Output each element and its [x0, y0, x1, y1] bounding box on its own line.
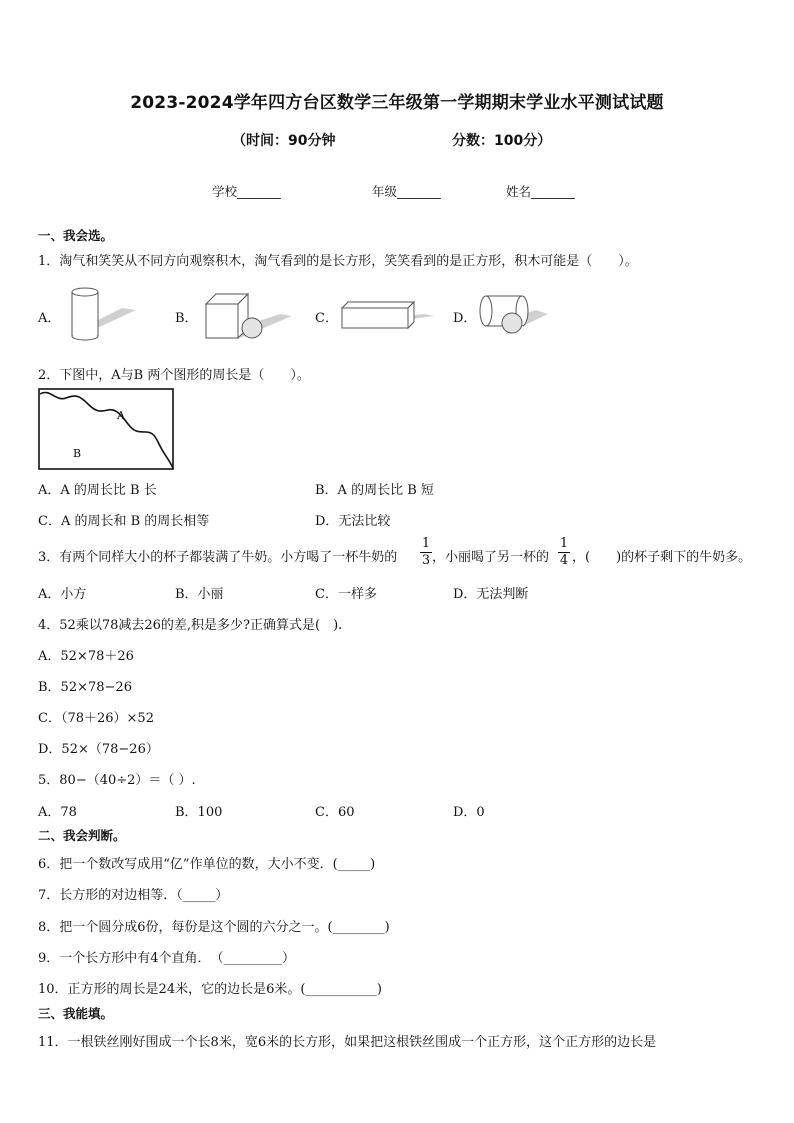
- question-7-text: 7．长方形的对边相等．（_____）: [38, 888, 229, 903]
- q5-option-d: D．0: [453, 805, 485, 820]
- question-3-text-part1: 3．有两个同样大小的杯子都装满了牛奶。小方喝了一杯牛奶的: [38, 550, 398, 565]
- question-10-text: 10．正方形的周长是24米，它的边长是6米。(___________): [38, 982, 382, 997]
- q4-option-c: C．（78＋26）×52: [38, 711, 154, 726]
- fraction-numerator: 1: [421, 536, 431, 551]
- question-3-text-part2: ，小丽喝了另一杯的: [432, 550, 550, 565]
- cylinder-icon: [66, 284, 141, 344]
- section-heading-fill: 三、我能填。: [38, 1006, 114, 1021]
- q3-option-c: C．一样多: [315, 587, 377, 602]
- question-5-text: 5．80−（40÷2）＝（ ）.: [38, 773, 196, 788]
- q4-option-b: B．52×78−26: [38, 680, 132, 695]
- q2-option-c: C．A 的周长和 B 的周长相等: [38, 514, 210, 529]
- q4-option-d: D．52×（78−26）: [38, 742, 159, 757]
- q1-option-c-label: C．: [315, 311, 338, 326]
- q5-option-c: C．60: [315, 805, 355, 820]
- question-11-text: 11．一根铁丝刚好围成一个长8米，宽6米的长方形，如果把这根铁丝围成一个正方形，这个正方形的边长是: [38, 1035, 657, 1050]
- q2-option-a: A．A 的周长比 B 长: [38, 483, 157, 498]
- q2-option-d: D．无法比较: [315, 514, 391, 529]
- cuboid-icon: [338, 298, 438, 334]
- q5-option-a: A．78: [38, 805, 77, 820]
- q4-option-a: A．52×78＋26: [38, 649, 134, 664]
- question-2-text: 2．下图中，A与B 两个图形的周长是（ ）。: [38, 368, 310, 383]
- fraction-denominator: 4: [559, 553, 569, 568]
- fraction-denominator: 3: [421, 553, 431, 568]
- page-title: 2023-2024学年四方台区数学三年级第一学期期末学业水平测试试题: [130, 93, 664, 113]
- school-field: 学校_______: [212, 184, 281, 199]
- q3-option-a: A．小方: [38, 587, 87, 602]
- question-3-text-part3: ，( )的杯子剩下的牛奶多。: [572, 550, 752, 565]
- q1-option-b-label: B．: [175, 311, 198, 326]
- section-heading-judge: 二、我会判断。: [38, 828, 126, 843]
- question-4-text: 4．52乘以78减去26的差,积是多少?正确算式是( ).: [38, 618, 343, 633]
- q1-option-a-label: A．: [38, 311, 61, 326]
- q2-option-b: B．A 的周长比 B 短: [315, 483, 434, 498]
- fraction-numerator: 1: [559, 536, 569, 551]
- section-heading-choice: 一、我会选。: [38, 228, 114, 243]
- question-8-text: 8．把一个圆分成6份，每份是这个圆的六分之一。(________): [38, 920, 390, 935]
- region-b-label: B: [73, 447, 82, 460]
- region-a-label: A: [117, 409, 125, 422]
- q1-option-d-label: D．: [453, 311, 477, 326]
- rectangle-divided-by-wavy-line-figure: [38, 388, 176, 472]
- exam-time: （时间：90分钟: [232, 133, 336, 149]
- name-field: 姓名_______: [506, 184, 575, 199]
- fraction-one-fourth: [558, 537, 570, 568]
- question-6-text: 6．把一个数改写成用“亿”作单位的数，大小不变．(_____): [38, 857, 376, 872]
- q3-option-d: D．无法判断: [453, 587, 529, 602]
- fraction-one-third: [420, 537, 432, 568]
- question-1-text: 1．淘气和笑笑从不同方向观察积木，淘气看到的是长方形，笑笑看到的是正方形，积木可能是（ ）。: [38, 254, 638, 269]
- q5-option-b: B．100: [175, 805, 223, 820]
- grade-field: 年级_______: [372, 184, 441, 199]
- lying-cylinder-with-ball-icon: [476, 290, 551, 340]
- question-9-text: 9．一个长方形中有4个直角． （_________）: [38, 951, 296, 966]
- cube-with-ball-icon: [200, 288, 295, 344]
- exam-score: 分数：100分）: [452, 133, 552, 149]
- q3-option-b: B．小丽: [175, 587, 224, 602]
